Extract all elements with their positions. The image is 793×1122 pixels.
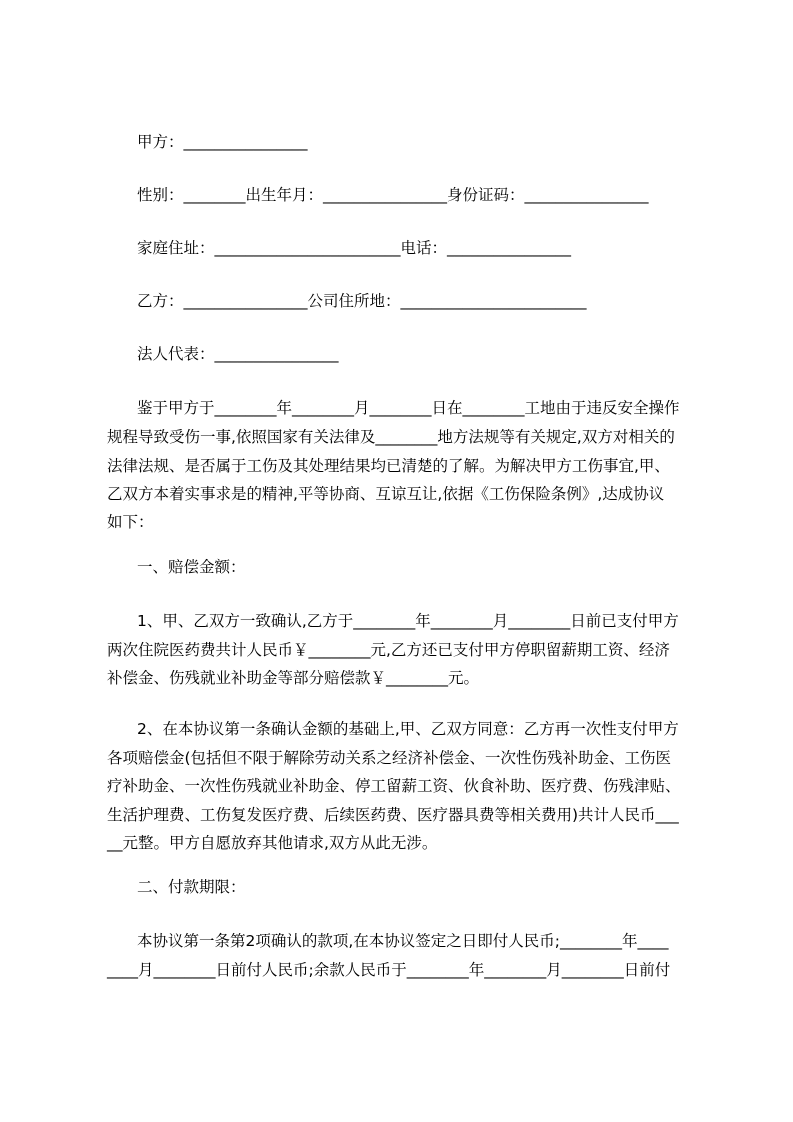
preamble-line: 鉴于甲方于________年________月________日在________工地由于违反安全操作 [137,399,680,417]
preamble-line: 乙双方本着实事求是的精神,平等协商、互谅互让,依据《工伤保险条例》,达成协议 [107,485,665,503]
item-2-line: 生活护理费、工伤复发医疗费、后续医药费、医疗器具费等相关费用)共计人民币___ [107,806,679,824]
item-1-line: 1、甲、乙双方一致确认,乙方于________年________月________日前已支付甲方 [137,612,679,630]
section-1-title: 一、赔偿金额： [137,558,246,576]
preamble-line: 如下： [107,513,154,531]
party-a-field: 甲方：________________ [137,133,308,151]
item-2-line: 各项赔偿金(包括但不限于解除劳动关系之经济补偿金、一次性伤残补助金、工伤医 [107,749,672,767]
section-2-title: 二、付款期限： [137,878,246,896]
item-1-line: 补偿金、伤残就业补助金等部分赔偿款￥________元。 [107,669,480,687]
legal-rep-field: 法人代表：________________ [137,345,339,363]
gender-birth-id-field: 性别：________出生年月：________________身份证码：________________ [137,186,649,204]
item-2-line: __元整。甲方自愿放弃其他请求,双方从此无涉。 [107,834,438,852]
payment-line: ____月________日前付人民币;余款人民币于________年________月________日前付 [107,961,671,979]
party-b-field: 乙方：________________公司住所地：________________________ [137,292,587,310]
payment-line: 本协议第一条第2项确认的款项,在本协议签定之日即付人民币;________年____ [137,932,669,950]
address-phone-field: 家庭住址：________________________电话：________________ [137,239,572,257]
item-2-line: 疗补助金、一次性伤残就业补助金、停工留薪工资、伙食补助、医疗费、伤残津贴、 [107,777,681,795]
preamble-line: 规程导致受伤一事,依照国家有关法律及________地方法规等有关规定,双方对相关的 [107,428,675,446]
preamble-line: 法律法规、是否属于工伤及其处理结果均已清楚的了解。为解决甲方工伤事宜,甲、 [107,457,670,475]
item-2-line: 2、在本协议第一条确认金额的基础上,甲、乙双方同意：乙方再一次性支付甲方 [137,720,679,738]
item-1-line: 两次住院医药费共计人民币￥________元,乙方还已支付甲方停职留薪期工资、经济 [107,641,670,659]
